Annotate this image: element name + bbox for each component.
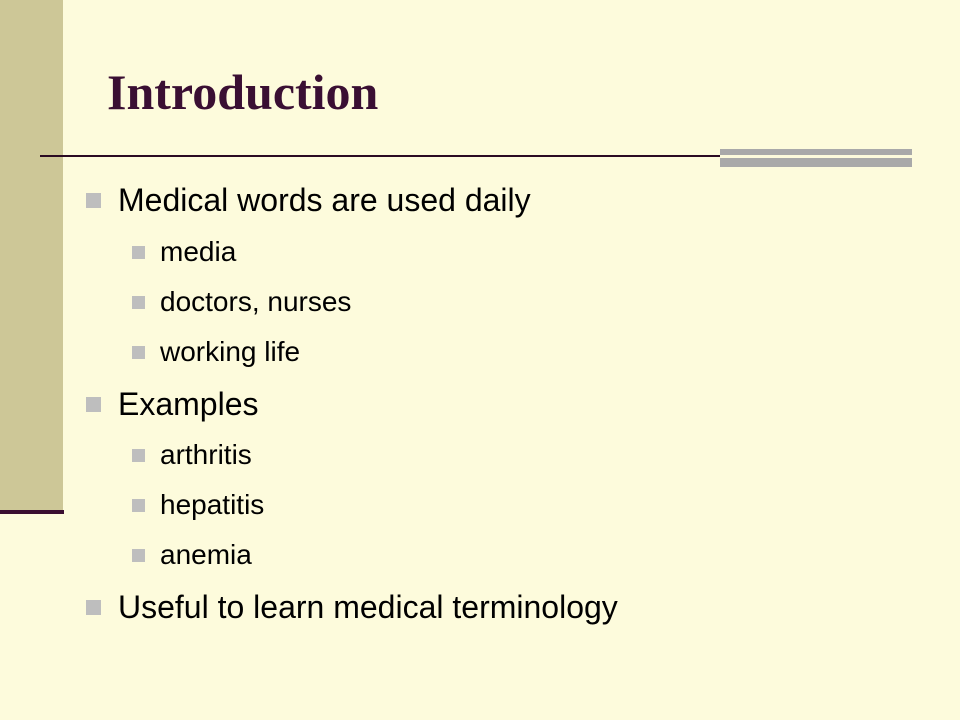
sub-bullet-marker [132,549,145,562]
sub-bullet-marker [132,296,145,309]
bullet-item: Useful to learn medical terminology [118,589,618,625]
sub-bullet-marker [132,449,145,462]
bullet-marker [86,600,101,615]
sub-bullet-item: anemia [160,539,252,570]
slide-title: Introduction [107,64,379,120]
sub-bullet-item: media [160,236,237,267]
sub-bullet-marker [132,499,145,512]
bullet-marker [86,193,101,208]
sub-bullet-marker [132,246,145,259]
sub-bullet-item: doctors, nurses [160,286,352,317]
bullet-item: Examples [118,386,259,422]
bullet-item: Medical words are used daily [118,182,531,218]
bullet-marker [86,397,101,412]
sub-bullet-item: arthritis [160,439,252,470]
sub-bullet-item: working life [160,336,301,367]
sub-bullet-marker [132,346,145,359]
sub-bullet-item: hepatitis [160,489,265,520]
